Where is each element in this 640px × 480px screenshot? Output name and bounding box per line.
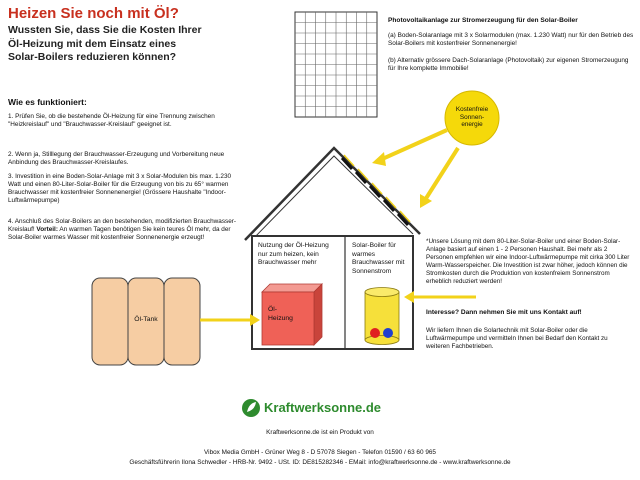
house-left-text: Nutzung der Öl-Heizung nur zum heizen, kein Brauchwasser mehr	[258, 242, 329, 266]
sun-label-line: Kostenfreie	[455, 106, 489, 113]
tank-arrow	[200, 314, 260, 326]
how-heading: Wie es funktioniert:	[8, 97, 87, 107]
house-right-text: Solar-Boiler für warmes Brauchwasser mit Sonnenstrom	[352, 242, 405, 275]
pv-option-b: (b) Alternativ grössere Dach-Solaranlage (Photovoltaik) zur eigenen Stromerzeugung für Ihre komplette Immobilie!	[388, 57, 629, 72]
right-note: *Unsere Lösung mit dem 80-Liter-Solar-Boiler und einer Boden-Solar-Anlage basiert auf einen 1 - 2 Personen Haushalt. Bei mehr als 2 Personen empfehlen wir eine Indoor-Luftwärmepumpe mit cirka 300 Liter Warm-Wasserspeicher. Die Investition ist zwar höher, jedoch können die Stromkosten durch die Produktion von kostenfreiem Sonnenstrom erheblich reduziert werden!	[426, 238, 630, 286]
footer-line-3: Geschäftsführerin Ilona Schwedler - HRB-Nr. 9492 - USt. ID: DE815282346 - EMail: info@kraftwerksonne.de - www.kraftwerksonne.de	[129, 459, 511, 466]
boiler-arrow	[404, 291, 476, 303]
footer-line-2: Vibox Media GmbH - Grüner Weg 8 - D 57078 Siegen - Telefon 01590 / 63 60 965	[204, 449, 436, 456]
footer-line-1: Kraftwerksonne.de ist ein Produkt von	[266, 429, 374, 436]
step-4-rest: An warmen Tagen benötigen Sie kein teures Öl mehr, da der Solar-Boiler warmes Wasser mit kostenfreier Sonnenenergie erzeugt!	[8, 226, 231, 241]
tank-label: Öl-Tank	[134, 316, 158, 323]
heater-label-line: Heizung	[268, 315, 293, 322]
step-2: 2. Wenn ja, Stilllegung der Brauchwasser-Erzeugung und Vorbereitung neue Anbindung des Brauchwasser-Kreislaufes.	[8, 151, 225, 166]
logo-text: Kraftwerksonne.de	[264, 400, 382, 415]
subtitle-line: Solar-Boilers reduzieren können?	[8, 51, 177, 63]
step-3: 3. Investition in eine Boden-Solar-Anlage mit 3 x Solar-Modulen bis max. 1.230 Watt und einen 80-Liter-Solar-Boiler für die Erzeugung von bis zu 65° warmen Brauchwasser mit kostenfreier Sonnenenergie! (Grössere Haushalte "Indoor-Luftwärmepumpe)	[8, 173, 232, 204]
house-roof	[245, 148, 420, 240]
pv-title: Photovoltaikanlage zur Stromerzeugung für den Solar-Boiler	[388, 17, 578, 24]
sun-label	[444, 106, 500, 129]
pv-option-a: (a) Boden-Solaranlage mit 3 x Solarmodulen (max. 1.230 Watt) nur für den Betrieb des Solar-Boilers mit kostenfreier Sonnenenergie!	[388, 32, 634, 47]
solar-boiler-cylinder	[365, 288, 399, 345]
solar-panel-icon	[295, 12, 377, 117]
sun-label-line: energie	[461, 121, 483, 128]
sun-ray-arrows	[372, 130, 458, 208]
sun-label-line: Sonnen-	[459, 113, 485, 121]
logo-icon	[242, 399, 260, 417]
subtitle-line: Wussten Sie, dass Sie die Kosten Ihrer	[8, 24, 202, 36]
roof-solar-strips	[342, 158, 408, 225]
step-4-bold: Vorteil:	[36, 226, 58, 233]
page-title: Heizen Sie noch mit Öl?	[8, 5, 179, 22]
heater-label	[268, 305, 293, 323]
step-4-text: 4. Anschluß des Solar-Boilers an den bestehenden, modifizierten Brauchwasser-Kreislauf!	[8, 218, 237, 233]
contact-paragraph: Wir liefern Ihnen die Solartechnik mit Solar-Boiler oder die Luftwärmepumpe und vermitteln Ihnen bei Bedarf den Kontakt zu weiteren Fachbetrieben.	[426, 327, 608, 351]
step-1: 1. Prüfen Sie, ob die bestehende Öl-Heizung für eine Trennung zwischen "Heizkreislauf" und "Brauchwasser-Kreislauf" geeignet ist.	[8, 113, 215, 128]
subtitle-line: Öl-Heizung mit dem Einsatz eines	[8, 37, 177, 50]
contact-question: Interesse? Dann nehmen Sie mit uns Kontakt auf!	[426, 309, 582, 316]
heater-label-line: Öl-	[268, 306, 278, 313]
